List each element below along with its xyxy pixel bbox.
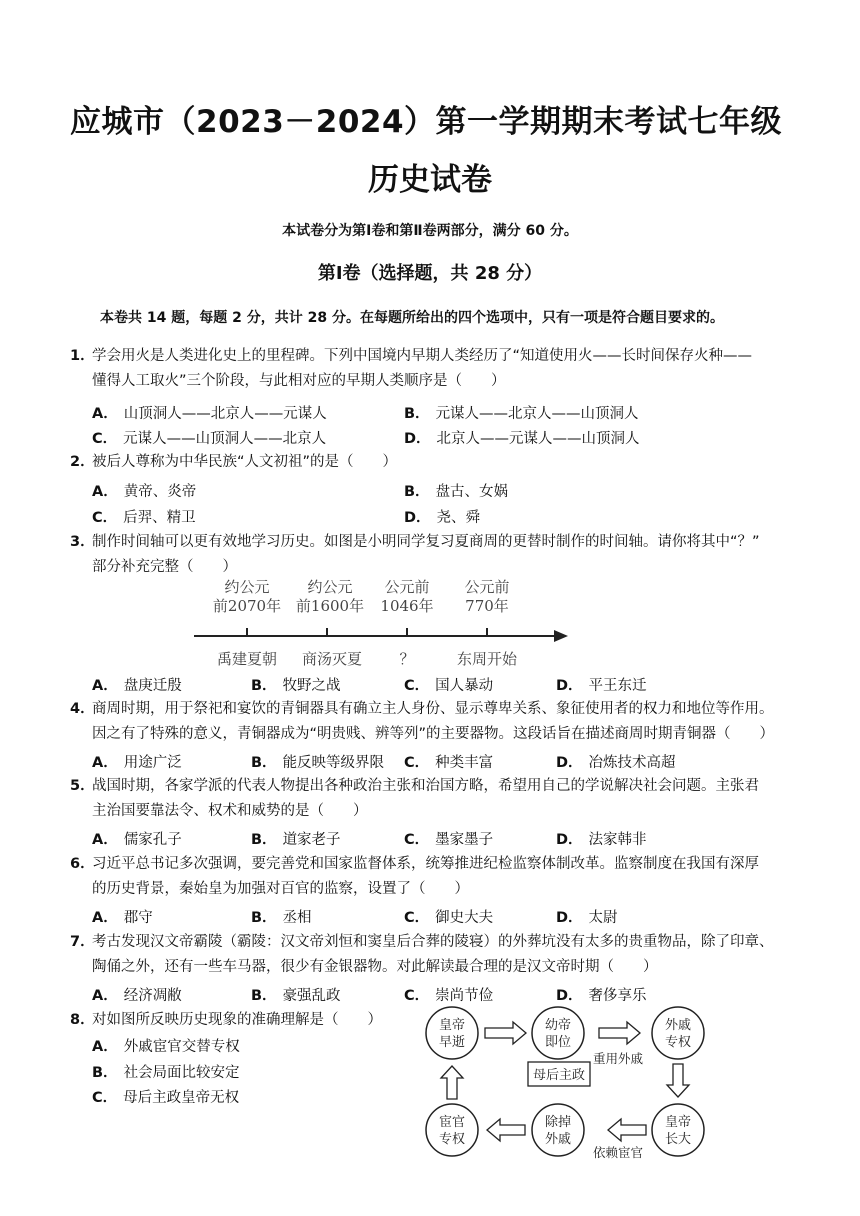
option-key: B． xyxy=(251,755,277,771)
option-text: 山顶洞人——北京人——元谋人 xyxy=(123,406,327,422)
timeline-date-label: 770年 xyxy=(465,597,509,615)
option-key: D． xyxy=(556,678,583,694)
node-circle xyxy=(652,1104,704,1156)
node-circle xyxy=(426,1007,478,1059)
arrow-right xyxy=(485,1022,526,1044)
option-c[interactable] xyxy=(404,984,493,1005)
option-text: 种类丰富 xyxy=(435,755,494,771)
option-key: D． xyxy=(556,832,583,848)
option-text: 尧、舜 xyxy=(436,510,481,526)
option-d[interactable] xyxy=(556,751,676,772)
option-text: 能反映等级界限 xyxy=(282,755,385,771)
option-text: 元谋人——北京人——山顶洞人 xyxy=(435,406,639,422)
option-key: C． xyxy=(92,431,118,447)
question-text: 考古发现汉文帝霸陵（霸陵：汉文帝刘恒和窦皇后合葬的陵寝）的外葬坑没有太多的贵重物品，除了印章、 xyxy=(92,934,774,950)
arrow-down xyxy=(667,1064,689,1097)
option-key: D． xyxy=(404,431,431,447)
question-7 xyxy=(0,930,860,982)
option-text: 社会局面比较安定 xyxy=(123,1065,240,1081)
question-text: 陶俑之外，还有一些车马器，很少有金银器物。对此解读最合理的是汉文帝时期（ ） xyxy=(92,959,658,975)
option-d[interactable] xyxy=(556,984,647,1005)
option-b[interactable] xyxy=(251,984,341,1005)
option-key: A． xyxy=(92,406,118,422)
option-key: A． xyxy=(92,988,118,1004)
node-circle xyxy=(426,1104,478,1156)
node-label: 宦官 xyxy=(438,1115,466,1130)
option-c[interactable] xyxy=(92,506,196,527)
option-text: 冶炼技术高超 xyxy=(588,755,676,771)
edge-label-reuse: 重用外戚 xyxy=(592,1051,644,1066)
option-key: B． xyxy=(404,406,430,422)
question-text: 主治国要靠法令、权术和威势的是（ ） xyxy=(92,803,368,819)
timeline-date-label: 1046年 xyxy=(380,597,434,615)
option-text: 儒家孔子 xyxy=(123,832,182,848)
option-key: A． xyxy=(92,678,118,694)
option-text: 豪强乱政 xyxy=(282,988,341,1004)
node-label: 专权 xyxy=(438,1132,466,1147)
question-text: 对如图所反映历史现象的准确理解是（ ） xyxy=(92,1012,382,1028)
option-c[interactable] xyxy=(404,906,493,927)
option-key: A． xyxy=(92,755,118,771)
option-text: 后羿、精卫 xyxy=(123,510,196,526)
question-number: 7． xyxy=(70,934,95,950)
option-key: C． xyxy=(404,678,430,694)
option-key: D． xyxy=(556,988,583,1004)
option-key: B． xyxy=(251,988,277,1004)
option-a[interactable] xyxy=(92,984,182,1005)
part-instruction: 本卷共 14 题，每题 2 分，共计 28 分。在每题所给出的四个选项中，只有一项是符合题目要求的。 xyxy=(100,310,724,326)
option-key: B． xyxy=(92,1065,118,1081)
option-text: 外戚宦官交替专权 xyxy=(123,1039,240,1055)
exam-note: 本试卷分为第Ⅰ卷和第Ⅱ卷两部分，满分 60 分。 xyxy=(282,223,578,239)
timeline-date-label: 约公元 xyxy=(307,578,353,596)
option-a[interactable] xyxy=(92,828,182,849)
option-key: B． xyxy=(251,832,277,848)
question-text: 被后人尊称为中华民族“人文初祖”的是（ ） xyxy=(92,454,398,470)
question-text: 的历史背景，秦始皇为加强对百官的监察，设置了（ ） xyxy=(92,881,469,897)
node-label: 皇帝 xyxy=(438,1018,466,1033)
option-a[interactable] xyxy=(92,1035,240,1056)
question-text: 学会用火是人类进化史上的里程碑。下列中国境内早期人类经历了“知道使用火——长时间保存火种—— xyxy=(92,348,753,364)
option-b[interactable] xyxy=(92,1061,240,1082)
option-text: 太尉 xyxy=(588,910,618,926)
option-b[interactable] xyxy=(251,674,341,695)
timeline-arrowhead xyxy=(554,630,568,642)
node-label: 幼帝 xyxy=(544,1018,572,1033)
question-6 xyxy=(0,852,860,904)
option-c[interactable] xyxy=(404,828,493,849)
question-number: 6． xyxy=(70,856,95,872)
option-c[interactable] xyxy=(92,427,326,448)
option-a[interactable] xyxy=(92,480,196,501)
option-text: 母后主政皇帝无权 xyxy=(123,1090,240,1106)
timeline-date-label: 公元前 xyxy=(464,578,510,596)
cycle-diagram xyxy=(415,1005,715,1165)
node-label: 除掉 xyxy=(544,1115,572,1130)
option-text: 丞相 xyxy=(282,910,312,926)
question-text: 战国时期，各家学派的代表人物提出各种政治主张和治国方略，希望用自己的学说解决社会问题。主张君 xyxy=(92,778,759,794)
node-label: 外戚 xyxy=(544,1132,572,1147)
option-c[interactable] xyxy=(92,1086,239,1107)
option-key: C． xyxy=(404,755,430,771)
option-c[interactable] xyxy=(404,674,493,695)
question-text: 部分补充完整（ ） xyxy=(92,559,237,575)
option-key: A． xyxy=(92,484,118,500)
question-text: 懂得人工取火”三个阶段，与此相对应的早期人类顺序是（ ） xyxy=(92,373,506,389)
option-text: 牧野之战 xyxy=(282,678,341,694)
question-number: 1． xyxy=(70,348,95,364)
timeline-date-label: 公元前 xyxy=(384,578,430,596)
option-c[interactable] xyxy=(404,751,493,772)
question-text: 制作时间轴可以更有效地学习历史。如图是小明同学复习夏商周的更替时制作的时间轴。请你将其中“？” xyxy=(92,534,760,550)
arrow-right xyxy=(599,1022,640,1044)
option-text: 用途广泛 xyxy=(123,755,182,771)
question-2 xyxy=(0,450,860,476)
option-key: C． xyxy=(92,510,118,526)
arrow-left xyxy=(487,1119,525,1141)
option-key: C． xyxy=(404,988,430,1004)
timeline-event-label: 商汤灭夏 xyxy=(301,650,363,668)
option-d[interactable] xyxy=(556,828,647,849)
option-key: B． xyxy=(251,910,277,926)
option-text: 崇尚节俭 xyxy=(435,988,494,1004)
option-a[interactable] xyxy=(92,402,327,423)
option-d[interactable] xyxy=(556,674,647,695)
node-label: 外戚 xyxy=(664,1018,692,1033)
part-title: 第Ⅰ卷（选择题，共 28 分） xyxy=(317,263,543,284)
timeline-event-label: ？ xyxy=(399,650,415,668)
option-d[interactable] xyxy=(404,506,480,527)
question-number: 4． xyxy=(70,701,95,717)
option-key: C． xyxy=(404,910,430,926)
node-label: 皇帝 xyxy=(664,1115,692,1130)
option-b[interactable] xyxy=(251,751,384,772)
option-key: A． xyxy=(92,1039,118,1055)
option-text: 盘庚迁殷 xyxy=(123,678,182,694)
option-d[interactable] xyxy=(404,427,640,448)
option-text: 郡守 xyxy=(123,910,153,926)
option-text: 盘古、女娲 xyxy=(435,484,509,500)
option-text: 墨家墨子 xyxy=(435,832,494,848)
option-text: 北京人——元谋人——山顶洞人 xyxy=(436,431,640,447)
option-text: 道家老子 xyxy=(282,832,341,848)
node-label: 长大 xyxy=(664,1132,692,1147)
question-5 xyxy=(0,774,860,826)
option-key: A． xyxy=(92,832,118,848)
option-b[interactable] xyxy=(251,828,341,849)
timeline-figure xyxy=(190,574,580,674)
option-key: B． xyxy=(251,678,277,694)
option-text: 奢侈享乐 xyxy=(588,988,647,1004)
arrow-up xyxy=(441,1066,463,1099)
option-a[interactable] xyxy=(92,906,153,927)
option-b[interactable] xyxy=(251,906,312,927)
question-number: 3． xyxy=(70,534,95,550)
option-b[interactable] xyxy=(404,480,508,501)
timeline-date-label: 前1600年 xyxy=(295,597,365,615)
question-4 xyxy=(0,697,860,749)
node-label: 早逝 xyxy=(438,1035,466,1050)
option-text: 平王东迁 xyxy=(588,678,647,694)
option-key: C． xyxy=(404,832,430,848)
option-d[interactable] xyxy=(556,906,618,927)
option-text: 元谋人——山顶洞人——北京人 xyxy=(123,431,327,447)
option-b[interactable] xyxy=(404,402,639,423)
timeline-date-label: 约公元 xyxy=(224,578,270,596)
node-circle xyxy=(532,1104,584,1156)
edge-label-rely: 依赖宦官 xyxy=(592,1145,644,1160)
document-title: 应城市（2023－2024）第一学期期末考试七年级 xyxy=(70,104,783,140)
option-key: D． xyxy=(404,510,431,526)
option-key: B． xyxy=(404,484,430,500)
question-number: 8． xyxy=(70,1012,95,1028)
option-a[interactable] xyxy=(92,751,182,772)
question-text: 因之有了特殊的意义，青铜器成为“明贵贱、辨等列”的主要器物。这段话旨在描述商周时期青铜器（ ） xyxy=(92,726,775,742)
timeline-date-label: 前2070年 xyxy=(212,597,282,615)
node-label: 即位 xyxy=(544,1035,572,1050)
timeline-event-label: 东周开始 xyxy=(456,650,518,668)
question-text: 商周时期，用于祭祀和宴饮的青铜器具有确立主人身份、显示尊卑关系、象征使用者的权力和地位等作用。 xyxy=(92,701,774,717)
option-a[interactable] xyxy=(92,674,182,695)
node-label: 专权 xyxy=(664,1035,692,1050)
option-text: 经济凋敝 xyxy=(123,988,182,1004)
timeline-event-label: 禹建夏朝 xyxy=(216,650,278,668)
node-circle xyxy=(532,1007,584,1059)
question-8 xyxy=(0,1008,400,1034)
option-text: 黄帝、炎帝 xyxy=(123,484,197,500)
option-text: 法家韩非 xyxy=(588,832,647,848)
option-key: D． xyxy=(556,910,583,926)
box-label: 母后主政 xyxy=(532,1068,586,1083)
option-text: 御史大夫 xyxy=(435,910,494,926)
option-text: 国人暴动 xyxy=(435,678,494,694)
node-circle xyxy=(652,1007,704,1059)
question-text: 习近平总书记多次强调，要完善党和国家监督体系，统筹推进纪检监察体制改革。监察制度在我国有深厚 xyxy=(92,856,759,872)
document-subtitle: 历史试卷 xyxy=(368,162,492,198)
option-key: A． xyxy=(92,910,118,926)
option-key: C． xyxy=(92,1090,118,1106)
question-number: 5． xyxy=(70,778,95,794)
option-key: D． xyxy=(556,755,583,771)
question-number: 2． xyxy=(70,454,95,470)
arrow-left xyxy=(608,1119,646,1141)
